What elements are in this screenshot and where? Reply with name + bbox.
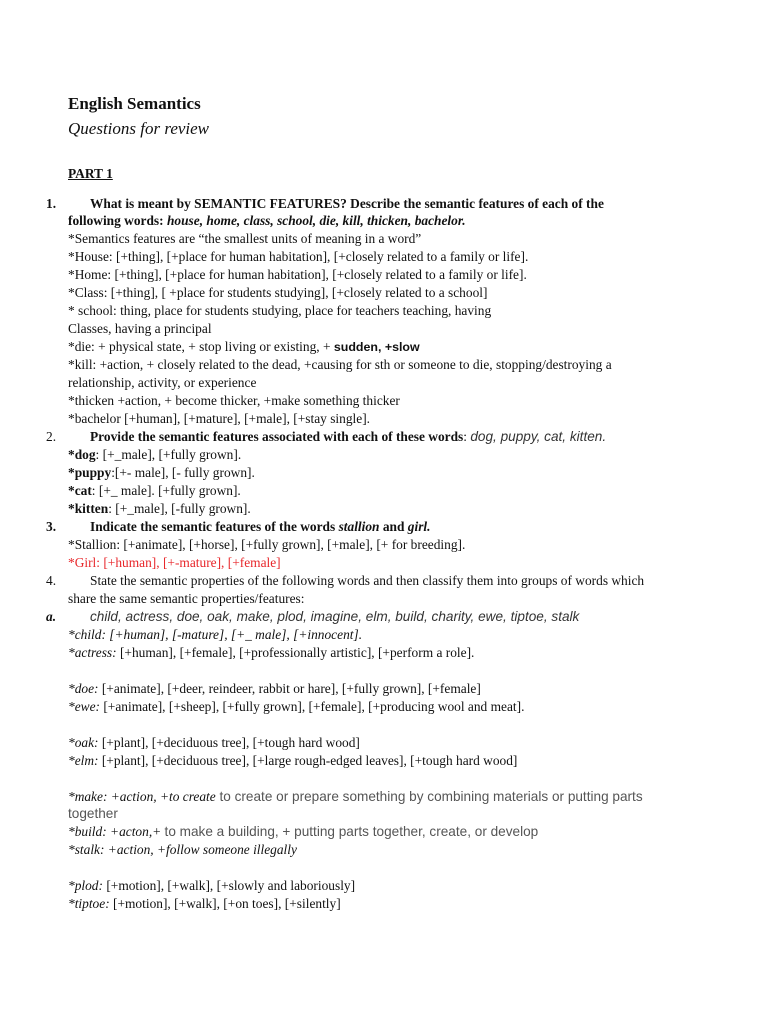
q4-plod-value: [+motion], [+walk], [+slowly and laboriously] <box>106 878 356 893</box>
q3-number: 3. <box>46 519 57 534</box>
q1-number: 1. <box>46 196 57 211</box>
q3-answer-stallion: *Stallion: [+animate], [+horse], [+fully grown], [+male], [+ for breeding]. <box>68 537 466 552</box>
q1-question-line2 <box>68 212 466 229</box>
q2-answer-kitten <box>68 500 251 517</box>
q4-elm-value: [+plant], [+deciduous tree], [+large rough-edged leaves], [+tough hard wood] <box>101 753 518 768</box>
q4-make-label: *make: +action, +to create <box>68 789 216 804</box>
q4-answer-actress <box>68 644 474 661</box>
q1-answer-bachelor: *bachelor [+human], [+mature], [+male], [+stay single]. <box>68 411 371 426</box>
q1-answer-school: * school: thing, place for students studying, place for teachers teaching, having <box>68 303 492 318</box>
q4-ewe-label: *ewe: <box>68 699 104 714</box>
q4-answer-build <box>68 823 538 840</box>
q1-answer-kill: *kill: +action, + closely related to the dead, +causing for sth or someone to die, stopping/destroying a <box>68 357 612 372</box>
q4-answer-make <box>68 788 643 805</box>
q4-make-definition: to create or prepare something by combining materials or putting parts <box>215 789 643 804</box>
q4-question-line2: share the same semantic properties/features: <box>68 591 305 606</box>
q3-word-stallion: stallion <box>338 519 380 534</box>
q2-kitten-value: : [+_male], [-fully grown]. <box>108 501 251 516</box>
q4-answer-doe <box>68 680 481 697</box>
q4-elm-label: *elm: <box>68 753 102 768</box>
q4-answer-oak <box>68 734 360 751</box>
q4-answer-elm <box>68 752 517 769</box>
q2-kitten-label: *kitten <box>68 501 109 516</box>
q2-question-text: Provide the semantic features associated with each of these words <box>90 429 464 444</box>
q2-cat-label: *cat <box>68 483 92 498</box>
q2-question-words: dog, puppy, cat, kitten. <box>470 429 607 444</box>
q3-question <box>90 518 431 535</box>
q1-answer-class: *Class: [+thing], [ +place for students studying], [+closely related to a school] <box>68 285 488 300</box>
q1-question-line1: What is meant by SEMANTIC FEATURES? Describe the semantic features of each of the <box>90 196 604 211</box>
q4-oak-label: *oak: <box>68 735 102 750</box>
q4-build-definition: to make a building, + putting parts together, create, or develop <box>164 824 539 839</box>
q2-dog-value: : [+_male], [+fully grown]. <box>95 447 242 462</box>
q2-number: 2. <box>46 429 57 444</box>
q4-tiptoe-label: *tiptoe: <box>68 896 113 911</box>
q3-answer-girl: *Girl: [+human], [+-mature], [+female] <box>68 555 281 570</box>
part-heading: PART 1 <box>68 166 113 181</box>
q1-question-prefix: following words: <box>68 213 167 228</box>
q2-dog-label: *dog <box>68 447 96 462</box>
q1-die-emphasis: sudden, +slow <box>333 340 420 354</box>
q4-answer-tiptoe <box>68 895 341 912</box>
q1-answer-house: *House: [+thing], [+place for human habitation], [+closely related to a family or life]. <box>68 249 529 264</box>
q4-ewe-value: [+animate], [+sheep], [+fully grown], [+female], [+producing wool and meat]. <box>103 699 525 714</box>
q3-question-and: and <box>379 519 408 534</box>
q1-question-words: house, home, class, school, die, kill, thicken, bachelor. <box>166 213 466 228</box>
q4-build-label: *build: +acton,+ <box>68 824 165 839</box>
q3-question-text: Indicate the semantic features of the words <box>90 519 339 534</box>
q2-answer-cat <box>68 482 241 499</box>
q4-answer-child: *child: [+human], [-mature], [+_ male], [+innocent]. <box>68 627 363 642</box>
q1-answer-kill-cont: relationship, activity, or experience <box>68 375 257 390</box>
q4-plod-label: *plod: <box>68 878 107 893</box>
q1-answer-school-cont: Classes, having a principal <box>68 321 212 336</box>
q4-doe-value: [+animate], [+deer, reindeer, rabbit or hare], [+fully grown], [+female] <box>101 681 481 696</box>
q1-die-text: *die: + physical state, + stop living or existing, + <box>68 339 334 354</box>
q4-answer-ewe <box>68 698 524 715</box>
q4-tiptoe-value: [+motion], [+walk], [+on toes], [+silently] <box>113 896 341 911</box>
q2-puppy-label: *puppy <box>68 465 112 480</box>
document-title: English Semantics <box>68 94 201 113</box>
q1-answer-thicken: *thicken +action, + become thicker, +make something thicker <box>68 393 400 408</box>
q1-answer-die <box>68 338 420 356</box>
q4-actress-value: [+human], [+female], [+professionally artistic], [+perform a role]. <box>119 645 475 660</box>
q4-answer-make-cont: together <box>68 806 118 821</box>
q4-question-line1: State the semantic properties of the following words and then classify them into groups of words which <box>90 573 645 588</box>
q4-number: 4. <box>46 573 57 588</box>
q4-actress-label: *actress: <box>68 645 120 660</box>
q2-puppy-value: :[+- male], [- fully grown]. <box>111 465 255 480</box>
q4-part-a-label: a. <box>46 609 57 624</box>
q4-answer-plod <box>68 877 355 894</box>
q4-oak-value: [+plant], [+deciduous tree], [+tough hard wood] <box>101 735 360 750</box>
document-subtitle: Questions for review <box>68 119 210 138</box>
q2-question-colon: : <box>463 429 471 444</box>
q4-answer-stalk: *stalk: +action, +follow someone illegally <box>68 842 297 857</box>
q1-answer-definition: *Semantics features are “the smallest units of meaning in a word” <box>68 231 422 246</box>
q2-question <box>90 428 606 445</box>
q2-answer-dog <box>68 446 241 463</box>
q4-doe-label: *doe: <box>68 681 102 696</box>
q2-answer-puppy <box>68 464 255 481</box>
q3-word-girl: girl. <box>407 519 431 534</box>
q4-part-a-words: child, actress, doe, oak, make, plod, imagine, elm, build, charity, ewe, tiptoe, stalk <box>90 609 580 624</box>
q2-cat-value: : [+_ male]. [+fully grown]. <box>91 483 241 498</box>
q1-answer-home: *Home: [+thing], [+place for human habitation], [+closely related to a family or life]. <box>68 267 527 282</box>
